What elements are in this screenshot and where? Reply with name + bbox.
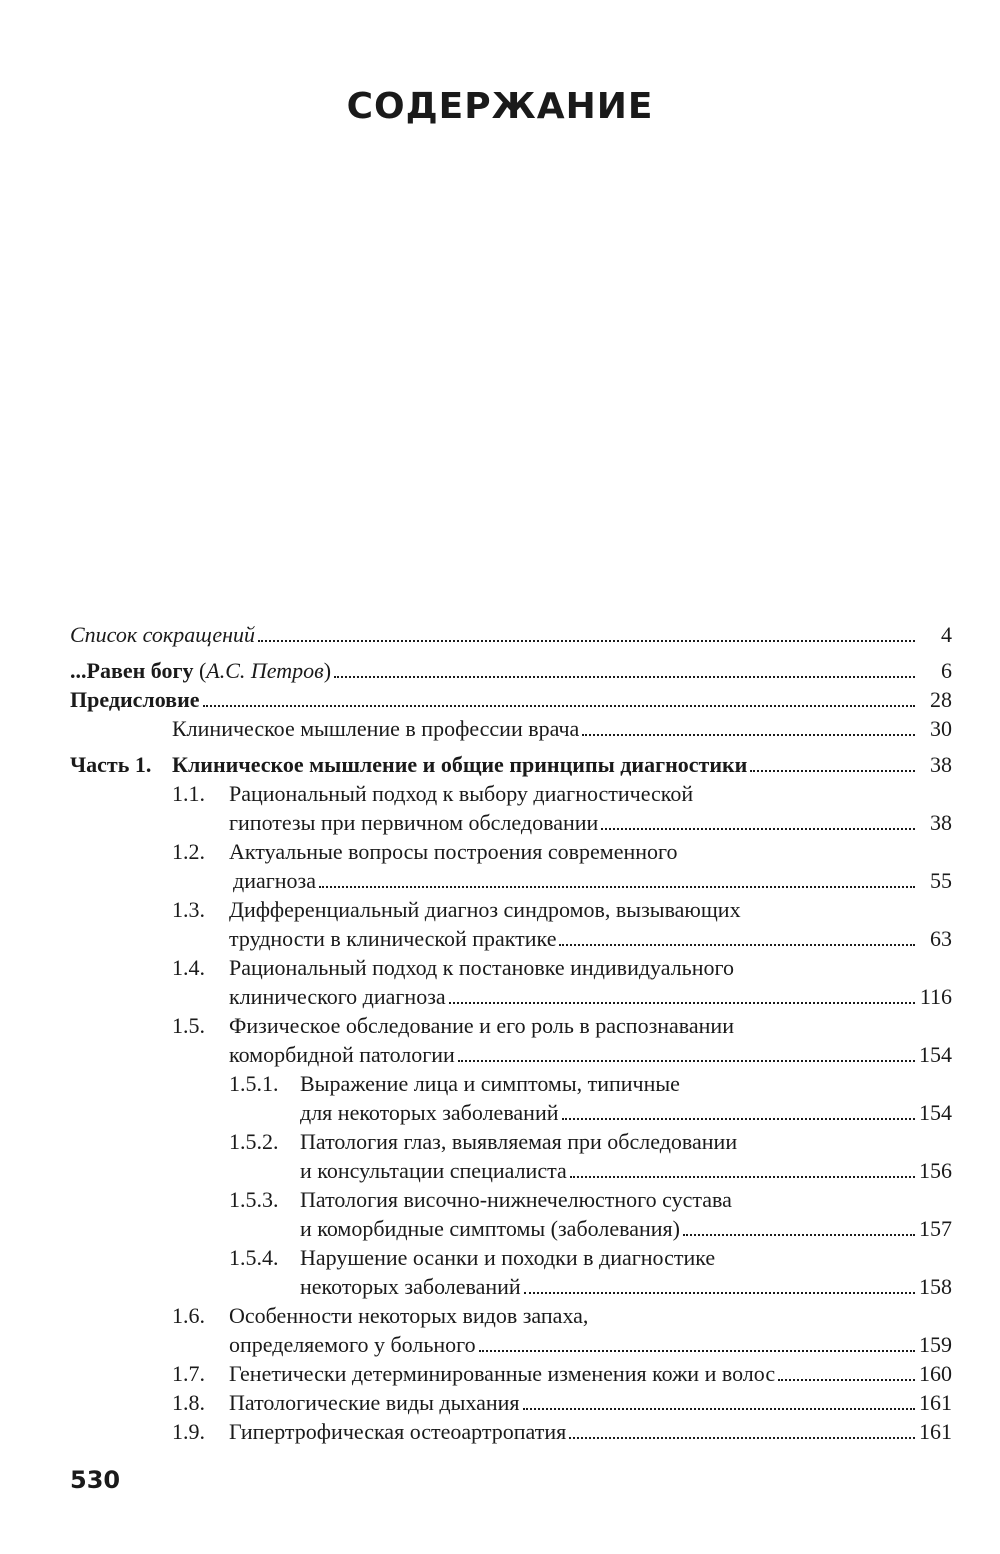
- toc-entry-page: 154: [919, 1042, 952, 1067]
- toc-entry-title-line1: Патология глаз, выявляемая при обследовании: [300, 1129, 738, 1154]
- dot-leader: [520, 1388, 918, 1417]
- toc-entry-abbreviations[interactable]: [70, 620, 952, 649]
- toc-entry-title: Гипертрофическая остеоартропатия: [229, 1419, 567, 1444]
- toc-entry-1-5-4-cont[interactable]: [70, 1272, 952, 1301]
- toc-entry-page: 63: [930, 926, 952, 951]
- toc-entry-title: Клиническое мышление и общие принципы диагностики: [172, 752, 748, 777]
- toc-entry-page: 156: [919, 1158, 952, 1183]
- dot-leader: [775, 1359, 918, 1388]
- toc-entry-title: Генетически детерминированные изменения кожи и волос: [229, 1361, 776, 1386]
- toc-entry-title-line1: Нарушение осанки и походки в диагностике: [300, 1245, 716, 1270]
- dot-leader: [559, 1098, 919, 1127]
- toc-entry-number: 1.4.: [172, 955, 205, 980]
- toc-entry-title-line2: определяемого у больного: [229, 1332, 476, 1357]
- toc-entry-title-line1: Дифференциальный диагноз синдромов, вызывающих: [229, 897, 741, 922]
- page-title: СОДЕРЖАНИЕ: [346, 86, 654, 127]
- toc-entry-author: А.С. Петров: [206, 658, 324, 683]
- toc-entry-preface[interactable]: [70, 685, 952, 714]
- toc-entry-page: 28: [930, 687, 952, 712]
- toc-entry-1-3[interactable]: [70, 895, 952, 924]
- toc-entry-title-line2: клинического диагноза: [229, 984, 446, 1009]
- toc-entry-page: 116: [919, 984, 952, 1009]
- toc-entry-1-5-3[interactable]: [70, 1185, 952, 1214]
- toc-entry-1-5-1-cont[interactable]: [70, 1098, 952, 1127]
- toc-entry-equal-to-god[interactable]: [70, 656, 952, 685]
- toc-entry-title-line2: коморбидной патологии: [229, 1042, 455, 1067]
- dot-leader: [566, 1417, 918, 1446]
- toc-entry-page: 159: [919, 1332, 952, 1357]
- dot-leader: [747, 750, 918, 779]
- toc-entry-title-line2: гипотезы при первичном обследовании: [229, 810, 599, 835]
- toc-entry-1-1[interactable]: [70, 779, 952, 808]
- toc-entry-title: Клиническое мышление в профессии врача: [172, 716, 580, 741]
- dot-leader: [316, 866, 918, 895]
- toc-entry-number: 1.3.: [172, 897, 205, 922]
- toc-entry-title-line1: Рациональный подход к постановке индивидуального: [229, 955, 734, 980]
- dot-leader: [556, 924, 918, 953]
- dot-leader: [255, 620, 918, 649]
- toc-entry-title: Предисловие: [70, 687, 200, 712]
- dot-leader: [331, 656, 918, 685]
- toc-entry-title: ...Равен богу: [70, 658, 194, 683]
- dot-leader: [200, 685, 918, 714]
- dot-leader: [579, 714, 918, 743]
- toc-entry-1-5-4[interactable]: [70, 1243, 952, 1272]
- toc-entry-number: 1.6.: [172, 1303, 205, 1328]
- toc-entry-title-line2: некоторых заболеваний: [300, 1274, 521, 1299]
- toc-entry-title-line2: трудности в клинической практике: [229, 926, 557, 951]
- toc-entry-1-5-3-cont[interactable]: [70, 1214, 952, 1243]
- toc-entry-page: 160: [919, 1361, 952, 1386]
- toc-entry-1-5-2-cont[interactable]: [70, 1156, 952, 1185]
- dot-leader: [680, 1214, 918, 1243]
- toc-entry-1-9[interactable]: [70, 1417, 952, 1446]
- toc-entry-1-5[interactable]: [70, 1011, 952, 1040]
- toc-entry-1-5-2[interactable]: [70, 1127, 952, 1156]
- toc-entry-1-1-cont[interactable]: [70, 808, 952, 837]
- toc-entry-page: 38: [930, 810, 952, 835]
- toc-entry-number: 1.5.4.: [229, 1245, 279, 1270]
- toc-entry-1-2-cont[interactable]: [70, 866, 952, 895]
- toc-entry-title-line2: для некоторых заболеваний: [300, 1100, 559, 1125]
- toc-entry-1-4-cont[interactable]: [70, 982, 952, 1011]
- toc-entry-1-4[interactable]: [70, 953, 952, 982]
- toc-entry-1-5-1[interactable]: [70, 1069, 952, 1098]
- toc-entry-number: 1.5.1.: [229, 1071, 279, 1096]
- toc-entry-title-line2: и консультации специалиста: [300, 1158, 567, 1183]
- toc-entry-paren-open: (: [193, 658, 207, 683]
- toc-entry-1-7[interactable]: [70, 1359, 952, 1388]
- toc-entry-1-8[interactable]: [70, 1388, 952, 1417]
- toc-entry-number: 1.5.: [172, 1013, 205, 1038]
- page-number: 530: [70, 1466, 121, 1494]
- toc-entry-title-line1: Особенности некоторых видов запаха,: [229, 1303, 589, 1328]
- table-of-contents: [70, 620, 952, 1446]
- toc-entry-title-line1: Физическое обследование и его роль в распознавании: [229, 1013, 734, 1038]
- toc-entry-number: 1.1.: [172, 781, 205, 806]
- toc-entry-page: 6: [941, 658, 952, 683]
- toc-entry-title: Патологические виды дыхания: [229, 1390, 520, 1415]
- toc-entry-number: 1.5.3.: [229, 1187, 279, 1212]
- dot-leader: [455, 1040, 918, 1069]
- dot-leader: [476, 1330, 918, 1359]
- toc-entry-clinical-thinking[interactable]: [70, 714, 952, 743]
- dot-leader: [598, 808, 918, 837]
- toc-entry-number: 1.8.: [172, 1390, 205, 1415]
- dot-leader: [446, 982, 918, 1011]
- toc-entry-title-line1: Актуальные вопросы построения современного: [229, 839, 678, 864]
- toc-entry-page: 154: [919, 1100, 952, 1125]
- toc-entry-page: 38: [930, 752, 952, 777]
- toc-entry-page: 161: [919, 1390, 952, 1415]
- toc-entry-1-5-cont[interactable]: [70, 1040, 952, 1069]
- toc-part-label: Часть 1.: [70, 752, 152, 777]
- dot-leader: [521, 1272, 918, 1301]
- toc-entry-number: 1.9.: [172, 1419, 205, 1444]
- toc-entry-title-line1: Выражение лица и симптомы, типичные: [300, 1071, 680, 1096]
- toc-entry-1-6-cont[interactable]: [70, 1330, 952, 1359]
- toc-entry-part-1[interactable]: [70, 750, 952, 779]
- toc-entry-page: 55: [930, 868, 952, 893]
- toc-entry-page: 161: [919, 1419, 952, 1444]
- toc-entry-number: 1.5.2.: [229, 1129, 279, 1154]
- dot-leader: [567, 1156, 918, 1185]
- toc-entry-1-3-cont[interactable]: [70, 924, 952, 953]
- toc-entry-title-line1: Патология височно-нижнечелюстного сустава: [300, 1187, 732, 1212]
- toc-entry-paren-close: ): [323, 658, 332, 683]
- toc-entry-title: Список сокращений: [70, 622, 256, 647]
- toc-entry-title-line2: и коморбидные симптомы (заболевания): [300, 1216, 680, 1241]
- toc-entry-title-line1: Рациональный подход к выбору диагностической: [229, 781, 694, 806]
- toc-entry-number: 1.7.: [172, 1361, 205, 1386]
- toc-entry-title-line2: диагноза: [233, 868, 316, 893]
- toc-entry-page: 4: [941, 622, 952, 647]
- toc-entry-1-2[interactable]: [70, 837, 952, 866]
- toc-entry-page: 158: [919, 1274, 952, 1299]
- toc-entry-page: 30: [930, 716, 952, 741]
- toc-entry-page: 157: [919, 1216, 952, 1241]
- toc-entry-number: 1.2.: [172, 839, 205, 864]
- toc-entry-1-6[interactable]: [70, 1301, 952, 1330]
